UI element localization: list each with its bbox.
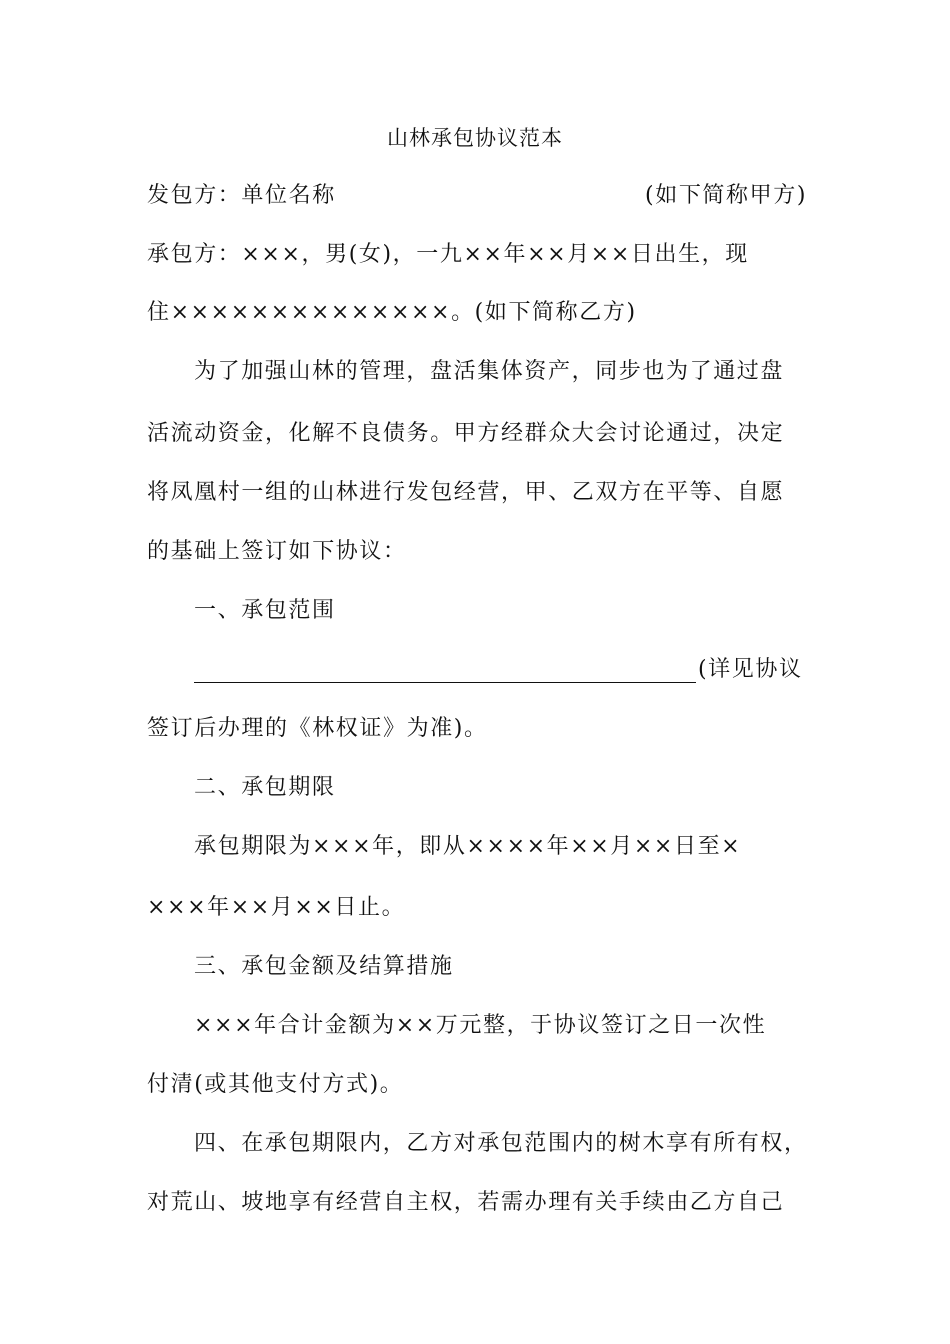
preamble-line-2: 活流动资金，化解不良债务。甲方经群众大会讨论通过，决定 bbox=[147, 421, 785, 446]
amount-line-1: ×××年合计金额为××万元整，于协议签订之日一次性 bbox=[194, 1013, 767, 1038]
scope-note-continued: 签订后办理的《林权证》为准)。 bbox=[147, 716, 488, 741]
scope-note: (详见协议 bbox=[698, 657, 803, 682]
party-b-line-2: 住××××××××××××××。(如下简称乙方) bbox=[147, 300, 637, 325]
scope-blank-underline bbox=[194, 682, 696, 683]
section-1-heading: 一、承包范围 bbox=[194, 598, 336, 623]
amount-line-2: 付清(或其他支付方式)。 bbox=[147, 1072, 404, 1097]
section-4-line-2: 对荒山、坡地享有经营自主权，若需办理有关手续由乙方自己 bbox=[147, 1190, 785, 1215]
section-4-line-1: 四、在承包期限内，乙方对承包范围内的树木享有所有权， bbox=[194, 1131, 808, 1156]
party-b-line-1: 承包方：×××，男(女)，一九××年××月××日出生，现 bbox=[147, 242, 749, 267]
preamble-line-1: 为了加强山林的管理，盘活集体资产，同步也为了通过盘 bbox=[194, 359, 785, 384]
party-a-label: 发包方：单位名称 bbox=[147, 183, 336, 208]
party-a-line bbox=[147, 181, 807, 211]
section-3-heading: 三、承包金额及结算措施 bbox=[194, 954, 454, 979]
section-2-heading: 二、承包期限 bbox=[194, 775, 336, 800]
party-a-note: (如下简称甲方) bbox=[645, 183, 807, 208]
preamble-line-3: 将凤凰村一组的山林进行发包经营，甲、乙双方在平等、自愿 bbox=[147, 480, 785, 505]
document-title: 山林承包协议范本 bbox=[387, 126, 563, 150]
term-line-1: 承包期限为×××年，即从××××年××月××日至× bbox=[194, 834, 742, 859]
preamble-line-4: 的基础上签订如下协议： bbox=[147, 539, 407, 564]
term-line-2: ×××年××月××日止。 bbox=[147, 895, 406, 920]
